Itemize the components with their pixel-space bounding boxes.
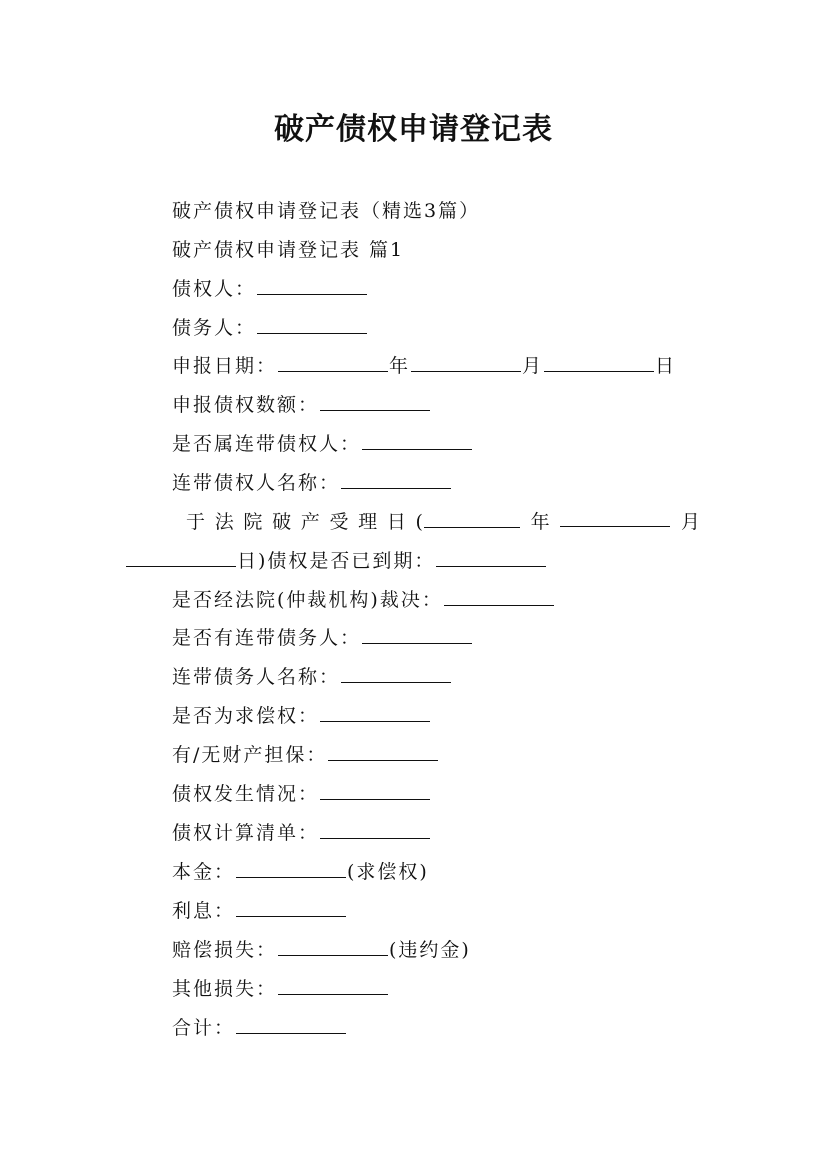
court-open-paren: ( <box>415 511 423 533</box>
subtitle-line <box>172 199 480 223</box>
recourse-label: 是否为求偿权： <box>172 705 320 727</box>
principal-row <box>172 860 429 884</box>
joint-debtor-row <box>172 626 473 650</box>
other-loss-blank[interactable] <box>278 978 388 995</box>
other-loss-label: 其他损失： <box>172 978 278 1000</box>
occurrence-blank[interactable] <box>320 783 430 800</box>
court-char: 法 <box>214 511 234 533</box>
year-blank[interactable] <box>278 355 388 372</box>
month-blank[interactable] <box>411 355 521 372</box>
total-label: 合计： <box>172 1017 236 1039</box>
joint-creditor-name-blank[interactable] <box>341 472 451 489</box>
court-month-blank[interactable] <box>560 510 670 527</box>
calc-list-label: 债权计算清单： <box>172 822 320 844</box>
arbitration-label: 是否经法院(仲裁机构)裁决： <box>172 589 443 611</box>
occurrence-row <box>172 782 431 806</box>
day-blank[interactable] <box>544 355 654 372</box>
joint-debtor-name-row <box>172 665 452 689</box>
creditor-label: 债权人： <box>172 278 257 300</box>
joint-creditor-name-row <box>172 471 452 495</box>
court-char: 产 <box>300 511 320 533</box>
recourse-blank[interactable] <box>320 705 430 722</box>
court-char: 日 <box>386 511 406 533</box>
interest-row <box>172 899 347 923</box>
court-char: 破 <box>272 511 292 533</box>
document-title: 破产债权申请登记表 <box>274 112 553 147</box>
court-month-label: 月 <box>680 511 700 533</box>
calc-list-blank[interactable] <box>320 822 430 839</box>
amount-row <box>172 393 431 417</box>
joint-creditor-name-label: 连带债权人名称： <box>172 472 341 494</box>
court-char: 院 <box>243 511 263 533</box>
year-label: 年 <box>389 355 411 377</box>
debtor-row <box>172 316 368 340</box>
joint-creditor-blank[interactable] <box>362 433 472 450</box>
court-char: 受 <box>329 511 349 533</box>
recourse-row <box>172 704 431 728</box>
subtitle-text: 破产债权申请登记表（精选3篇） <box>172 200 481 222</box>
damages-blank[interactable] <box>278 939 388 956</box>
court-accept-row <box>186 510 700 534</box>
joint-debtor-blank[interactable] <box>362 627 472 644</box>
joint-debtor-name-blank[interactable] <box>341 666 451 683</box>
guarantee-row <box>172 743 439 767</box>
joint-creditor-row <box>172 432 473 456</box>
date-label: 申报日期： <box>172 355 278 377</box>
amount-blank[interactable] <box>320 394 430 411</box>
damages-note: (违约金) <box>389 939 471 961</box>
day-label: 日 <box>655 355 677 377</box>
court-due-label: 日)债权是否已到期： <box>237 550 436 572</box>
principal-label: 本金： <box>172 861 236 883</box>
total-row <box>172 1016 347 1040</box>
section-heading-text: 破产债权申请登记表 篇1 <box>172 239 405 261</box>
amount-label: 申报债权数额： <box>172 394 320 416</box>
creditor-blank[interactable] <box>257 278 367 295</box>
other-loss-row <box>172 977 389 1001</box>
court-year-label: 年 <box>530 511 550 533</box>
court-day-blank[interactable] <box>126 550 236 567</box>
damages-label: 赔偿损失： <box>172 939 278 961</box>
total-blank[interactable] <box>236 1017 346 1034</box>
court-accept-continue-row <box>125 549 547 573</box>
principal-blank[interactable] <box>236 861 346 878</box>
creditor-row <box>172 277 368 301</box>
date-row <box>172 354 676 378</box>
guarantee-label: 有/无财产担保： <box>172 744 328 766</box>
guarantee-blank[interactable] <box>328 744 438 761</box>
arbitration-blank[interactable] <box>444 589 554 606</box>
joint-creditor-label: 是否属连带债权人： <box>172 433 362 455</box>
principal-note: (求偿权) <box>347 861 429 883</box>
joint-debtor-label: 是否有连带债务人： <box>172 627 362 649</box>
debtor-label: 债务人： <box>172 317 257 339</box>
damages-row <box>172 938 471 962</box>
calc-list-row <box>172 821 431 845</box>
joint-debtor-name-label: 连带债务人名称： <box>172 666 341 688</box>
court-year-blank[interactable] <box>424 511 520 528</box>
interest-label: 利息： <box>172 900 236 922</box>
court-date-group <box>416 510 521 534</box>
interest-blank[interactable] <box>236 900 346 917</box>
court-due-blank[interactable] <box>436 550 546 567</box>
section-heading <box>172 238 404 262</box>
debtor-blank[interactable] <box>257 317 367 334</box>
arbitration-row <box>172 588 555 612</box>
court-char: 于 <box>186 511 206 533</box>
occurrence-label: 债权发生情况： <box>172 783 320 805</box>
month-label: 月 <box>522 355 544 377</box>
court-char: 理 <box>358 511 378 533</box>
